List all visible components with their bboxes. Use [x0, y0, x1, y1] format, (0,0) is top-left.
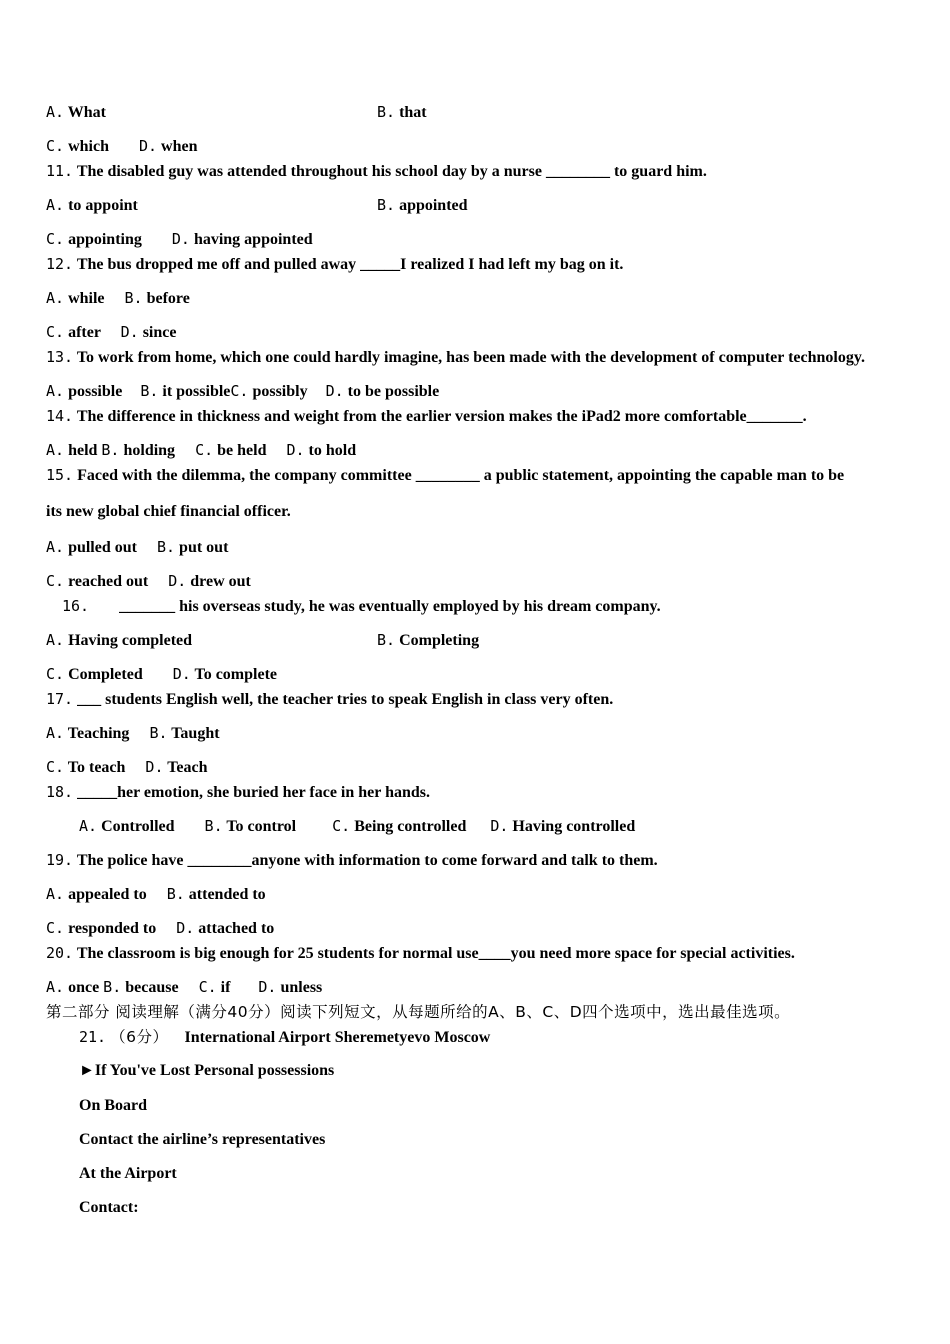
- q15-option-b: put out: [179, 539, 229, 556]
- option-key: B.: [377, 103, 396, 121]
- option-key: B.: [166, 885, 185, 903]
- q15-options-row2: [46, 572, 251, 591]
- q15-option-d: drew out: [190, 573, 251, 590]
- q19-option-c: responded to: [68, 920, 157, 937]
- question-text: The police have ________anyone with information to come forward and talk to them.: [76, 852, 658, 869]
- question-number: 20.: [46, 944, 74, 962]
- q11-option-a: to appoint: [68, 197, 138, 214]
- q11-option-d: having appointed: [193, 231, 313, 248]
- question-number: 12.: [46, 255, 74, 273]
- q18-stem: [46, 783, 430, 802]
- part2-heading: 第二部分 阅读理解（满分40分）阅读下列短文，从每题所给的A、B、C、D四个选项中，选出最佳选项。: [46, 1003, 791, 1021]
- question-text: ___ students English well, the teacher tries to speak English in class very often.: [77, 691, 614, 708]
- question-text: To work from home, which one could hardly imagine, has been made with the development of computer technology.: [76, 349, 865, 366]
- option-key: A.: [46, 289, 65, 307]
- q13-stem: [46, 348, 865, 367]
- q15-option-c: reached out: [68, 573, 149, 590]
- q17-option-a: Teaching: [67, 725, 130, 742]
- option-key: C.: [46, 758, 65, 776]
- q11-stem: [46, 162, 707, 181]
- question-text: The bus dropped me off and pulled away _____I realized I had left my bag on it.: [76, 256, 624, 273]
- q16-option-a: Having completed: [68, 632, 193, 649]
- option-key: A.: [46, 103, 65, 121]
- q11-options-row1: [46, 196, 138, 215]
- q20-stem: [46, 944, 795, 963]
- q15-options-row1: [46, 538, 228, 557]
- question-number: 19.: [46, 851, 74, 869]
- option-key: C.: [332, 817, 351, 835]
- option-key: A.: [46, 441, 65, 459]
- passage-line-at-airport: At the Airport: [79, 1165, 177, 1182]
- q13-option-d: to be possible: [347, 383, 440, 400]
- option-key: B.: [204, 817, 223, 835]
- q17-options-row1: [46, 724, 220, 743]
- q17-option-c: To teach: [67, 759, 126, 776]
- q11-option-b: appointed: [399, 197, 468, 214]
- option-key: C.: [198, 978, 217, 996]
- q17-option-d: Teach: [167, 759, 208, 776]
- option-key: A.: [46, 196, 65, 214]
- option-key: D.: [176, 919, 195, 937]
- q14-option-b: holding: [123, 442, 176, 459]
- option-key: D.: [286, 441, 305, 459]
- q14-stem: [46, 407, 807, 426]
- q13-options-row: [46, 382, 439, 401]
- question-number: 16.: [62, 597, 90, 615]
- question-text: Faced with the dilemma, the company committee ________ a public statement, appointing the capable man to be: [77, 467, 845, 484]
- q13-option-a: possible: [68, 383, 123, 400]
- passage-line-contact-airline: Contact the airline’s representatives: [79, 1131, 326, 1148]
- option-key: A.: [46, 382, 65, 400]
- question-text: The classroom is big enough for 25 students for normal use____you need more space for special activities.: [76, 945, 795, 962]
- q16-stem: [62, 597, 661, 616]
- option-key: B.: [124, 289, 143, 307]
- q16-option-d: To complete: [194, 666, 278, 683]
- q12-option-a: while: [68, 290, 105, 307]
- option-key: D.: [490, 817, 509, 835]
- q18-option-a: Controlled: [101, 818, 175, 835]
- option-key: D.: [172, 665, 191, 683]
- option-key: C.: [230, 382, 249, 400]
- q18-option-c: Being controlled: [354, 818, 467, 835]
- q19-options-row1: [46, 885, 266, 904]
- passage-line-on-board: On Board: [79, 1097, 148, 1114]
- q12-option-b: before: [146, 290, 190, 307]
- option-key: B.: [156, 538, 176, 556]
- option-key: A.: [46, 631, 65, 649]
- question-number: 14.: [46, 407, 74, 425]
- q12-stem: [46, 255, 623, 274]
- q14-option-a: held: [68, 442, 98, 459]
- question-number: 15.: [46, 466, 74, 484]
- question-text: _______ his overseas study, he was eventually employed by his dream company.: [119, 598, 661, 615]
- q16-option-b: Completing: [399, 632, 480, 649]
- q20-option-b: because: [125, 979, 179, 996]
- question-score: （6分）: [110, 1028, 169, 1046]
- option-key: D.: [171, 230, 190, 248]
- option-key: B.: [377, 196, 396, 214]
- q14-options-row: [46, 441, 356, 460]
- q16-options-row2: [46, 665, 277, 684]
- option-key: B.: [101, 441, 120, 459]
- option-key: C.: [46, 230, 65, 248]
- question-text: The difference in thickness and weight from the earlier version makes the iPad2 more comfortable_______.: [76, 408, 807, 425]
- option-key: C.: [46, 665, 65, 683]
- option-key: D.: [325, 382, 344, 400]
- option-key: D.: [258, 978, 277, 996]
- q10-option-a: What: [67, 104, 107, 121]
- q10-option-b-wrap: [377, 103, 427, 122]
- question-number: 18.: [46, 783, 74, 801]
- q11-option-b-wrap: [377, 196, 468, 215]
- q20-option-a: once: [68, 979, 100, 996]
- option-key: C.: [195, 441, 214, 459]
- q13-option-b: it possible: [162, 383, 231, 400]
- option-key: A.: [79, 817, 98, 835]
- option-key: D.: [168, 572, 187, 590]
- option-key: B.: [140, 382, 159, 400]
- q18-options-row: [79, 817, 635, 836]
- option-key: D.: [145, 758, 164, 776]
- q20-option-c: if: [220, 979, 231, 996]
- question-number: 21.: [79, 1028, 107, 1046]
- passage-title: International Airport Sheremetyevo Moscow: [184, 1029, 491, 1046]
- option-key: A.: [46, 978, 65, 996]
- option-key: D.: [120, 323, 139, 341]
- q13-option-c: possibly: [252, 383, 308, 400]
- option-key: A.: [46, 724, 65, 742]
- q17-options-row2: [46, 758, 208, 777]
- passage-line-lost-possessions: ►If You've Lost Personal possessions: [79, 1062, 335, 1079]
- option-key: C.: [46, 137, 65, 155]
- q16-option-c: Completed: [68, 666, 143, 683]
- option-key: C.: [46, 919, 65, 937]
- question-text-cont: its new global chief financial officer.: [46, 503, 291, 520]
- option-key: C.: [46, 323, 65, 341]
- q10-option-c: which: [68, 138, 109, 155]
- q19-option-b: attended to: [188, 886, 266, 903]
- question-text: The disabled guy was attended throughout his school day by a nurse ________ to guard him.: [76, 163, 707, 180]
- q11-options-row2: [46, 230, 313, 249]
- q14-option-c: be held: [217, 442, 267, 459]
- q15-option-a: pulled out: [68, 539, 137, 556]
- q12-options-row1: [46, 289, 190, 308]
- option-key: D.: [138, 137, 158, 155]
- q17-option-b: Taught: [171, 725, 220, 742]
- q16-options-row1: [46, 631, 192, 650]
- option-key: A.: [46, 885, 65, 903]
- q12-options-row2: [46, 323, 176, 342]
- q16-option-b-wrap: [377, 631, 479, 650]
- q17-stem: [46, 690, 613, 709]
- q19-options-row2: [46, 919, 274, 938]
- question-number: 11.: [46, 162, 74, 180]
- q21-heading: [79, 1028, 490, 1047]
- q20-options-row: [46, 978, 322, 997]
- q14-option-d: to hold: [308, 442, 357, 459]
- q12-option-c: after: [68, 324, 101, 341]
- q12-option-d: since: [142, 324, 177, 341]
- option-key: B.: [377, 631, 396, 649]
- question-number: 13.: [46, 348, 74, 366]
- q20-option-d: unless: [280, 979, 323, 996]
- q19-option-d: attached to: [198, 920, 275, 937]
- q15-stem-line1: [46, 466, 844, 485]
- q19-stem: [46, 851, 658, 870]
- q19-option-a: appealed to: [68, 886, 147, 903]
- q10-options-row2: [46, 137, 197, 156]
- option-key: A.: [46, 538, 65, 556]
- q10-option-b: that: [399, 104, 427, 121]
- q10-option-d: when: [161, 138, 198, 155]
- option-key: B.: [149, 724, 168, 742]
- passage-line-contact: Contact:: [79, 1199, 139, 1216]
- question-number: 17.: [46, 690, 74, 708]
- option-key: C.: [46, 572, 65, 590]
- q18-option-d: Having controlled: [512, 818, 636, 835]
- q11-option-c: appointing: [68, 231, 142, 248]
- q15-stem-line2: [46, 503, 291, 521]
- q18-option-b: To control: [226, 818, 297, 835]
- question-text: _____her emotion, she buried her face in her hands.: [77, 784, 430, 801]
- q10-options-row1: [46, 103, 106, 122]
- option-key: B.: [103, 978, 122, 996]
